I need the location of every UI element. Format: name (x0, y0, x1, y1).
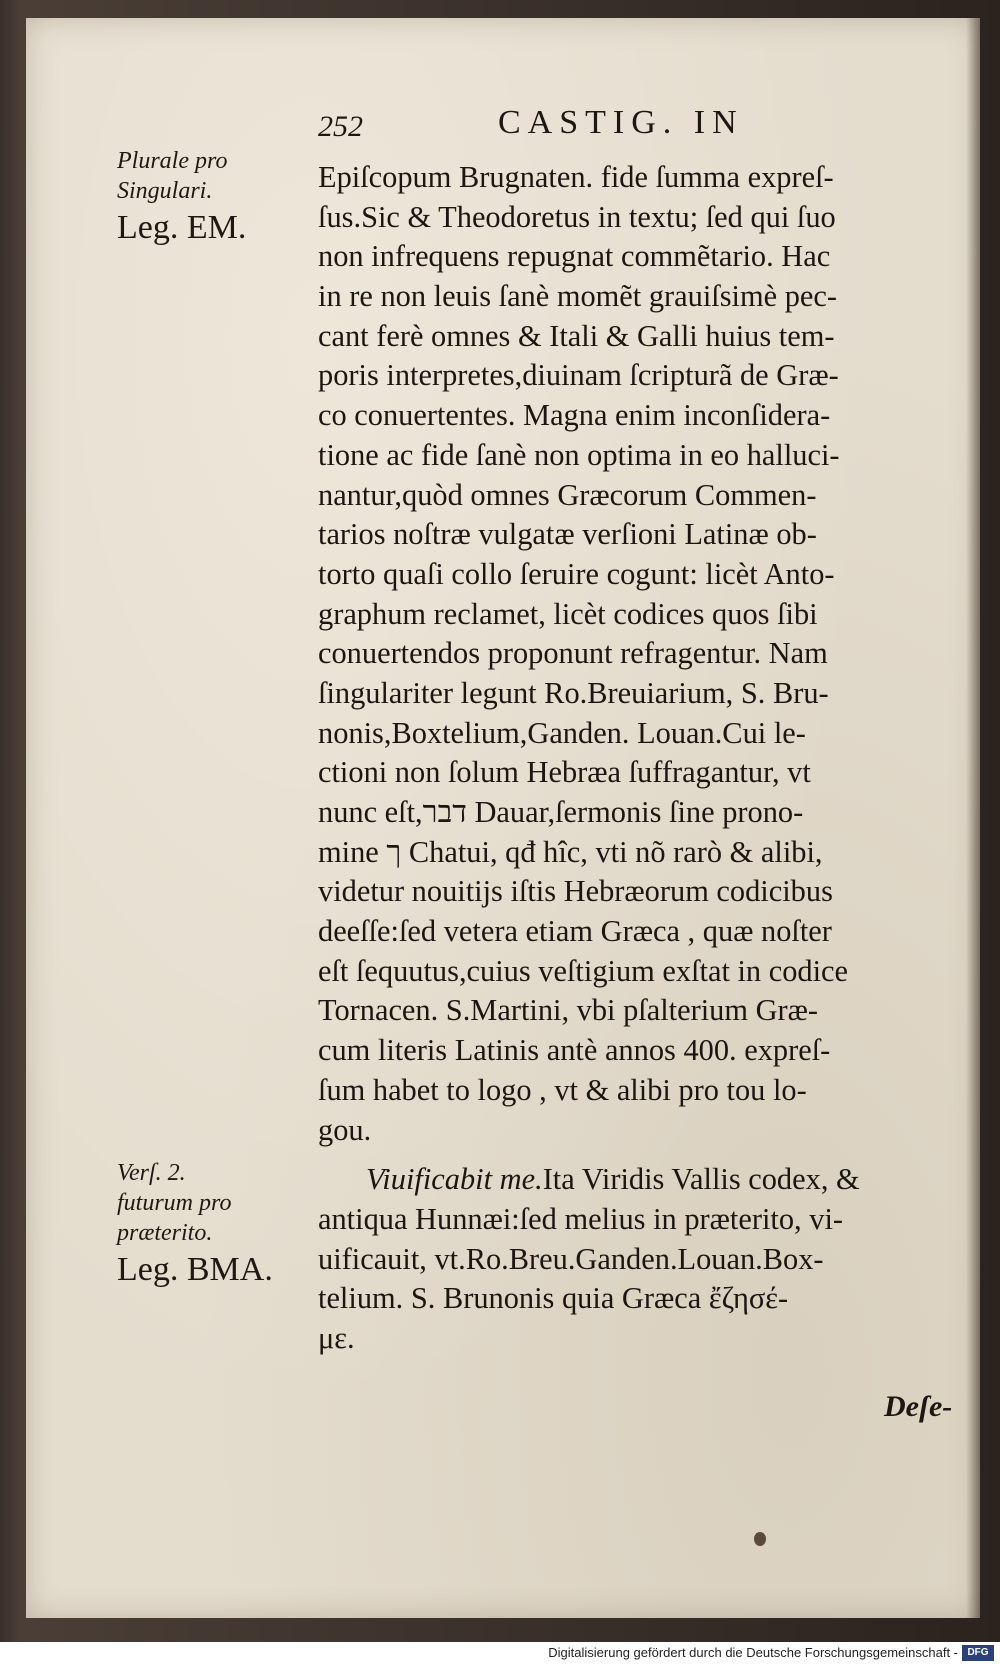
text-line: tione ac fide ſanè non optima in eo halluci- (318, 437, 840, 472)
margin-note-leg: Leg. BMA. (117, 1251, 273, 1288)
text-line: in re non leuis ſanè momẽt grauiſsimè pec- (318, 279, 838, 314)
ink-spot (754, 1532, 766, 1546)
text-line: cum literis Latinis antè annos 400. expreſ- (318, 1033, 831, 1068)
text-line: poris interpretes,diuinam ſcripturã de Græ- (318, 358, 839, 393)
margin-note-line: Singulari. (117, 178, 213, 204)
margin-note-leg: Leg. EM. (117, 209, 247, 246)
margin-note-line: Verſ. 2. (117, 1160, 186, 1186)
text-line: ctioni non ſolum Hebræa ſuffragantur, vt (318, 755, 811, 790)
text-line: conuertendos proponunt refragentur. Nam (318, 636, 828, 671)
text-line: cant ferè omnes & Itali & Galli huius tem- (318, 318, 835, 353)
margin-note-line: Plurale pro (117, 148, 228, 174)
text-line: telium. S. Brunonis quia Græca ἔζησέ- (318, 1281, 789, 1316)
text-line: με. (318, 1320, 355, 1355)
text-line: ſingulariter legunt Ro.Breuiarium, S. Bru- (318, 675, 829, 710)
dfg-logo: DFG (962, 1645, 994, 1661)
page-number: 252 (318, 110, 363, 143)
body-text (318, 158, 970, 1359)
footer-bar (0, 1642, 1000, 1665)
margin-note-vers (117, 1158, 307, 1290)
text-line: ſus.Sic & Theodoretus in textu; ſed qui ſuo (318, 199, 836, 234)
margin-note-line: præterito. (117, 1220, 213, 1246)
text-line: co conuertentes. Magna enim inconſidera- (318, 398, 831, 433)
paragraph-gap (318, 1150, 970, 1160)
text-line: nunc eſt,דבר Dauar,ſermonis ſine prono- (318, 795, 804, 829)
lemma: Viuificabit me. (366, 1162, 543, 1197)
text-line: torto quaſi collo ſeruire cogunt: licèt Anto- (318, 556, 835, 591)
text-line: gou. (318, 1112, 372, 1147)
text-line: videtur nouitijs iſtis Hebræorum codicibus (318, 874, 833, 909)
text-line: tarios noſtræ vulgatæ verſioni Latinæ ob- (318, 517, 817, 552)
footer-credit: Digitalisierung gefördert durch die Deutsche Forschungsgemeinschaft - (548, 1645, 958, 1660)
text-line (318, 1160, 970, 1200)
margin-note-line: futurum pro (117, 1190, 232, 1216)
text-line: nantur,quòd omnes Græcorum Commen- (318, 477, 817, 512)
text-line: ſum habet to logo , vt & alibi pro tou lo- (318, 1072, 807, 1107)
text-line: Epiſcopum Brugnaten. fide ſumma expreſ- (318, 160, 834, 194)
text-span: Ita Viridis Vallis codex, & (542, 1162, 860, 1197)
text-line: graphum reclamet, licèt codices quos ſibi (318, 596, 818, 631)
text-line: uificauit, vt.Ro.Breu.Ganden.Louan.Box- (318, 1241, 824, 1276)
text-line: mine ך Chatui, qđ hîc, vti nõ rarò & alibi, (318, 834, 823, 869)
text-line: deeſſe:ſed vetera etiam Græca , quæ noſter (318, 914, 832, 949)
text-line: eſt ſequutus,cuius veſtigium exſtat in codice (318, 953, 849, 988)
margin-note-plurale (117, 146, 307, 248)
running-head: CASTIG. IN (498, 104, 744, 141)
text-line: nonis,Boxtelium,Ganden. Louan.Cui le- (318, 715, 806, 750)
text-line: Tornacen. S.Martini, vbi pſalterium Græ- (318, 993, 819, 1028)
page-header (318, 102, 878, 152)
text-line: antiqua Hunnæi:ſed melius in præterito, vi- (318, 1201, 844, 1236)
text-line: non infrequens repugnat commẽtario. Hac (318, 239, 831, 274)
catchword: Deſe- (884, 1390, 953, 1423)
